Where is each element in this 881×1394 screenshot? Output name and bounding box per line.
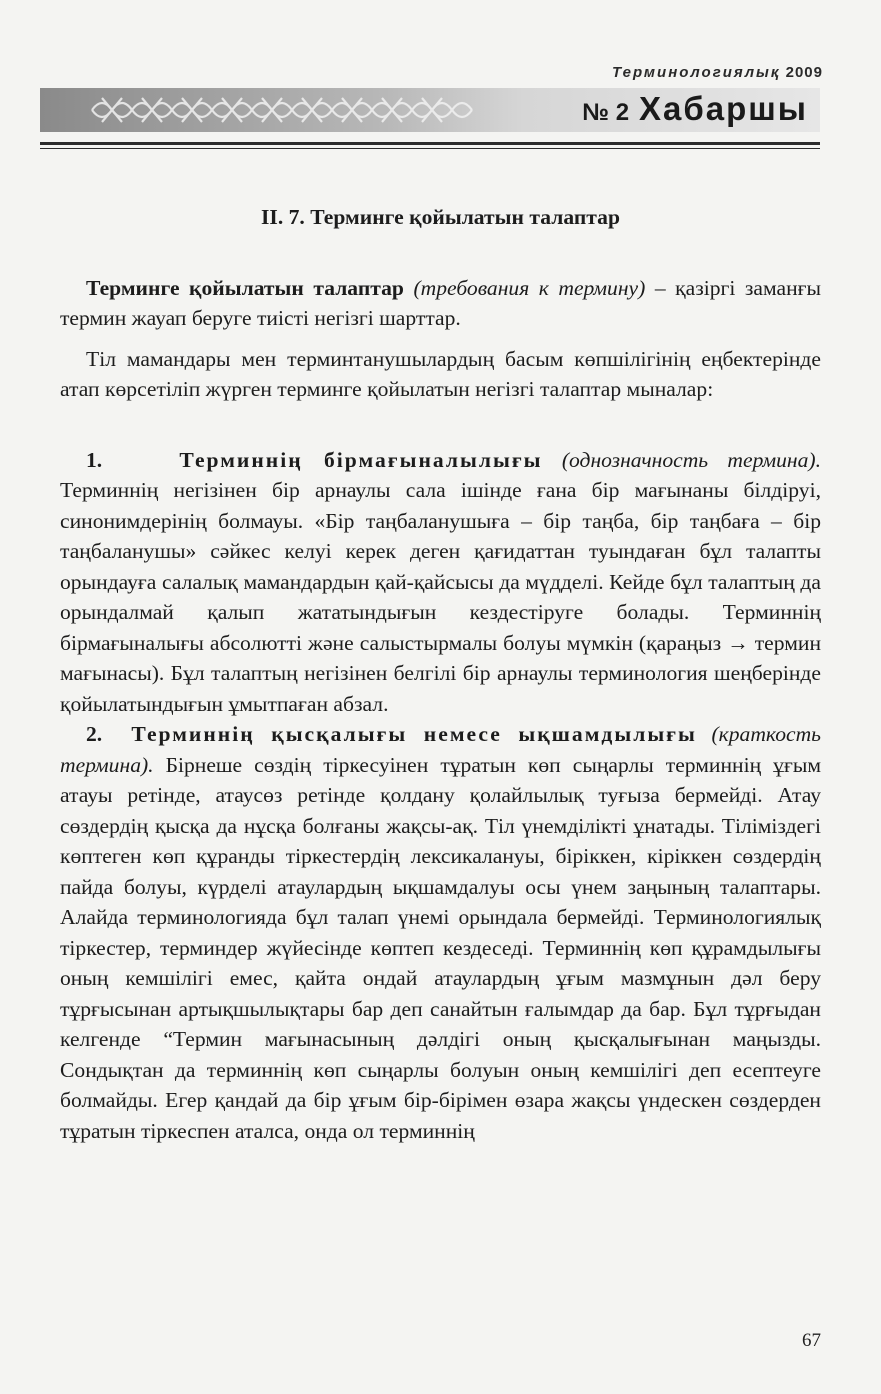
journal-title: Хабаршы xyxy=(639,90,808,127)
item-2-translation: (краткость термина). xyxy=(60,722,821,777)
section-heading: II. 7. Терминге қойылатын талаптар xyxy=(261,205,620,229)
journal-name: Терминологиялық xyxy=(612,64,781,81)
intro-text: – қазіргі заманғы термин жауап беруге тиісті негізгі шарттар. xyxy=(60,275,822,330)
item-1-number: 1. xyxy=(86,447,103,472)
issue-number: № 2 xyxy=(582,99,630,126)
header-rule-thin xyxy=(40,148,820,149)
intro-translation: (требования к термину) xyxy=(413,275,646,300)
item-2-text: Бірнеше сөздің тіркесуінен тұратын көп сыңарлы терминнің ұғым атауы ретінде, атаусөз ретінде қолдану қолайлылық туғыза бермейді. Атау сөздердің қысқа да нұсқа болғаны жақсы-ақ. Тіл үнемділікті ұнатады. Тіліміздегі көптеген көп құранды тіркестердің лексикалануы, біріккен, кіріккен сөздердің пайда болуы, күрделі атаулардың ықшамдалуы осы үнем заңының талаптары. Алайда терминологияда бұл талап үнемі орындала бермейді. Терминологиялық тіркестер, терминдер жүйесінде көптеп кездеседі. Терминнің көп құрамдылығы оның кемшілігі емес, қайта ондай атаулардың ұғым мазмұнын дәл беру тұрғысынан артықшылықтары бар деп санайтын ғалымдар да бар. Бұл тұрғыдан келгенде “Термин мағынасының дәлдігі оның қысқалығынан маңызды. Сондықтан да терминнің көп сыңарлы болуын оның кемшілігі деп есептеуге болмайды. Егер қандай да бір ұғым бір-бірімен өзара жақсы үндескен сөздерден тұратын тіркеспен аталса, онда ол терминнің xyxy=(60,752,821,1143)
item-1 xyxy=(60,445,821,720)
header-banner xyxy=(40,88,820,132)
intro-paragraph xyxy=(60,273,821,334)
item-2 xyxy=(60,719,821,1146)
ornament-icon xyxy=(88,92,488,128)
journal-year: 2009 xyxy=(785,64,823,81)
item-1-text: Терминнің негізінен бір арнаулы сала ішінде ғана бір мағынаны білдіруі, синонимдерінің болмауы. «Бір таңбаланушыға – бір таңба, бір таңбаға – бір таңбаланушы» сәйкес келуі керек деген қағидаттан туындаған бұл талапты орындауға салалық мамандардын қай-қайсысы да мүдделі. Кейде бұл талаптың да орындалмай қалып жататындығын кездестіруге болады. Терминнің бірмағыналығы абсолютті және салыстырмалы болуы мүмкін (қараңыз → термин мағынасы). Бұл талаптың негізінен белгілі бір арнаулы терминология шеңберінде қойылатындығын ұмытпаған абзал. xyxy=(60,478,821,716)
issue-title xyxy=(582,90,808,128)
article-body xyxy=(60,202,821,1146)
page-number: 67 xyxy=(802,1330,821,1351)
intro-term: Терминге қойылатын талаптар xyxy=(86,275,404,300)
item-2-title: Терминнің қысқалығы немесе ықшамдылығы xyxy=(131,722,697,746)
item-2-number: 2. xyxy=(86,722,103,746)
item-1-title: Терминнің бірмағыналылығы xyxy=(179,447,543,472)
item-1-translation: (однозначность термина). xyxy=(561,447,821,472)
paragraph-2: Тіл мамандары мен терминтанушылардың басым көпшілігінің еңбектерінде атап көрсетіліп жүрген терминге қойылатын негізгі талаптар мыналар: xyxy=(60,346,821,401)
header-rule xyxy=(40,142,820,145)
journal-running-head xyxy=(612,64,823,81)
